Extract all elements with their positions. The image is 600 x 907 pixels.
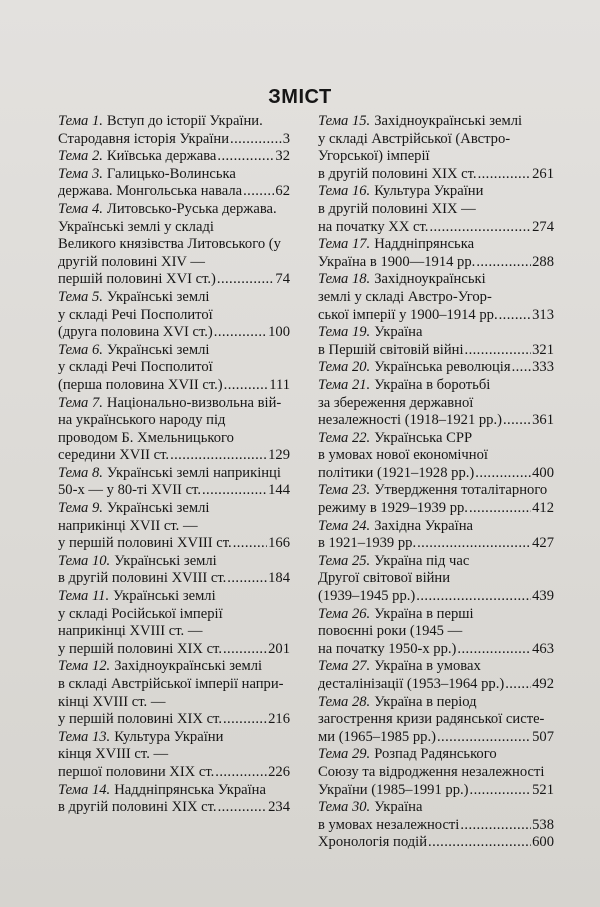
toc-entry-line <box>318 342 554 360</box>
dot-leader <box>475 465 531 483</box>
dot-leader <box>469 500 531 518</box>
toc-entry <box>318 518 554 553</box>
topic-title-text: кінця XVIII ст. — <box>58 746 169 763</box>
topic-title-text: у першій половині XIX ст. <box>58 640 222 657</box>
toc-entry-line <box>318 324 554 342</box>
page-number: 166 <box>268 535 290 552</box>
topic-title-text: Київська держава <box>106 148 217 165</box>
dot-leader <box>217 271 275 289</box>
toc-entry <box>58 553 290 588</box>
topic-title-text: Вступ до історії України. <box>106 113 263 129</box>
toc-entry-line <box>318 148 554 166</box>
toc-entry-line <box>58 570 290 588</box>
topic-title-text: Хронологія подій <box>318 834 428 851</box>
toc-entry-line <box>318 782 554 800</box>
page-number: 412 <box>532 500 554 517</box>
toc-entry-line <box>58 219 290 237</box>
topic-title-text: Україна під час <box>374 552 470 569</box>
toc-entry <box>318 377 554 430</box>
topic-label: Тема 6. <box>58 341 103 358</box>
dot-leader <box>224 377 269 395</box>
toc-entry <box>318 324 554 359</box>
dot-leader <box>503 412 531 430</box>
topic-title-text: першої половини XIX ст. <box>58 763 215 780</box>
toc-entry-line <box>58 606 290 624</box>
topic-title-text: у першій половині XVIII ст. <box>58 535 232 552</box>
page-number: 538 <box>532 816 554 833</box>
toc-entry <box>318 271 554 324</box>
page-number: 333 <box>532 359 554 376</box>
topic-title-text: Українські землі у складі <box>58 218 214 235</box>
topic-title-text: Україна <box>374 799 423 816</box>
page-number: 288 <box>532 253 554 270</box>
topic-label: Тема 25. <box>318 552 371 569</box>
topic-label: Тема 30. <box>318 799 371 816</box>
topic-label: Тема 20. <box>318 359 371 376</box>
topic-label: Тема 17. <box>318 236 371 253</box>
toc-entry-line <box>58 799 290 817</box>
topic-title-text: Західноукраїнські <box>374 271 486 288</box>
topic-title-text: України (1985–1991 рр.) <box>318 781 469 798</box>
topic-title-text: десталінізації (1953–1964 рр.) <box>318 676 505 692</box>
dot-leader <box>223 641 267 659</box>
dot-leader <box>230 131 282 149</box>
topic-title-text: в другій половині XIX ст. <box>318 165 477 182</box>
toc-entry-line <box>58 641 290 659</box>
toc-entry-line <box>318 359 554 377</box>
dot-leader <box>218 799 268 817</box>
topic-title-text: режиму в 1929–1939 рр. <box>318 500 468 517</box>
topic-title-text: політики (1921–1928 рр.) <box>318 464 475 481</box>
page-number: 439 <box>532 588 554 605</box>
toc-entry-line <box>318 254 554 272</box>
topic-title-text: землі у складі Австро-Угор- <box>318 288 492 305</box>
topic-title-text: в Першій світовій війні <box>318 341 464 358</box>
page-number: 3 <box>282 130 290 147</box>
page-number: 274 <box>532 218 554 235</box>
topic-title-text: в другій половині XVIII ст. <box>58 570 227 587</box>
toc-entry-line <box>318 834 554 852</box>
topic-title-text: ської імперії у 1900–1914 рр. <box>318 306 498 323</box>
dot-leader <box>465 342 532 360</box>
toc-entry-line <box>58 447 290 465</box>
toc-entry-line <box>58 465 290 483</box>
topic-title-text: Національно-визвольна вій- <box>106 394 282 411</box>
topic-label: Тема 27. <box>318 658 371 675</box>
toc-entry-line <box>58 113 290 131</box>
topic-title-text: Західноукраїнські землі <box>114 658 263 675</box>
topic-title-text: у складі Речі Посполитої <box>58 359 213 376</box>
toc-entry-line <box>58 254 290 272</box>
page-number: 521 <box>532 781 554 798</box>
toc-entry-line <box>58 236 290 254</box>
toc-right-column <box>318 113 554 852</box>
topic-title-text: проводом Б. Хмельницького <box>58 429 234 446</box>
dot-leader <box>470 782 532 800</box>
toc-entry <box>318 746 554 799</box>
toc-entry-line <box>318 658 554 676</box>
toc-left-column <box>58 113 290 817</box>
dot-leader <box>476 254 531 272</box>
dot-leader <box>457 641 531 659</box>
page-number: 321 <box>532 341 554 358</box>
toc-entry-line <box>318 641 554 659</box>
topic-title-text: (1939–1945 рр.) <box>318 588 416 605</box>
toc-entry-line <box>318 131 554 149</box>
toc-entry <box>58 289 290 342</box>
topic-title-text: Наддніпрянська Україна <box>114 781 266 798</box>
dot-leader <box>437 729 531 747</box>
toc-entry-line <box>318 711 554 729</box>
topic-label: Тема 13. <box>58 728 111 745</box>
topic-title-text: у першій половині XIX ст. <box>58 711 222 728</box>
toc-entry-line <box>58 623 290 641</box>
topic-title-text: у складі Австрійської (Австро- <box>318 130 511 147</box>
toc-entry-line <box>318 500 554 518</box>
toc-entry-line <box>318 764 554 782</box>
topic-title-text: на початку 1950-х рр.) <box>318 640 457 657</box>
topic-title-text: 50-х — у 80-ті XVII ст. <box>58 482 201 499</box>
page-number: 234 <box>268 799 290 816</box>
toc-entry <box>318 694 554 747</box>
toc-entry-line <box>318 113 554 131</box>
toc-entry <box>58 782 290 817</box>
dot-leader <box>170 447 267 465</box>
toc-entry <box>318 834 554 852</box>
topic-title-text: Українські землі <box>106 500 210 517</box>
dot-leader <box>243 183 274 201</box>
toc-entry-line <box>58 535 290 553</box>
topic-title-text: Розпад Радянського <box>374 746 497 763</box>
topic-label: Тема 14. <box>58 781 111 798</box>
toc-entry <box>58 166 290 201</box>
toc-entry-line <box>318 465 554 483</box>
dot-leader <box>202 482 267 500</box>
page-number: 111 <box>269 376 290 393</box>
topic-title-text: Українські землі <box>106 288 210 305</box>
topic-label: Тема 29. <box>318 746 371 763</box>
toc-entry <box>58 113 290 148</box>
page-number: 400 <box>532 464 554 481</box>
topic-label: Тема 10. <box>58 552 111 569</box>
topic-title-text: середини XVII ст. <box>58 447 170 464</box>
toc-entry <box>318 430 554 483</box>
topic-label: Тема 28. <box>318 693 371 710</box>
topic-title-text: Литовсько-Руська держава. <box>106 200 277 217</box>
page-number: 226 <box>268 763 290 780</box>
page-number: 427 <box>532 535 554 552</box>
toc-entry-line <box>58 307 290 325</box>
topic-title-text: в умовах нової економічної <box>318 447 488 464</box>
dot-leader <box>429 219 531 237</box>
topic-title-text: Українські землі <box>114 552 217 569</box>
toc-entry-line <box>58 430 290 448</box>
toc-entry <box>318 658 554 693</box>
topic-label: Тема 7. <box>58 394 103 411</box>
topic-title-text: Українські землі <box>113 588 216 605</box>
dot-leader <box>227 570 267 588</box>
toc-entry-line <box>58 482 290 500</box>
topic-title-text: в складі Австрійської імперії напри- <box>58 676 284 692</box>
page-number: 100 <box>268 324 290 341</box>
dot-leader <box>215 764 267 782</box>
topic-title-text: Угорської) імперії <box>318 148 430 165</box>
page-number: 74 <box>275 271 290 288</box>
page-number: 463 <box>532 640 554 657</box>
toc-entry-line <box>58 201 290 219</box>
topic-label: Тема 4. <box>58 200 103 217</box>
topic-title-text: Стародавня історія України <box>58 130 230 147</box>
toc-entry <box>318 236 554 271</box>
toc-entry-line <box>318 412 554 430</box>
dot-leader <box>223 711 267 729</box>
page-number: 184 <box>268 570 290 587</box>
topic-title-text: Культура України <box>374 183 484 200</box>
page-number: 361 <box>532 412 554 429</box>
toc-entry <box>318 553 554 606</box>
topic-title-text: Утвердження тоталітарного <box>374 482 548 499</box>
topic-title-text: Україна в умовах <box>374 658 481 675</box>
dot-leader <box>428 834 531 852</box>
toc-entry-line <box>58 588 290 606</box>
toc-entry-line <box>318 676 554 694</box>
toc-entry-line <box>58 658 290 676</box>
toc-entry-line <box>318 236 554 254</box>
toc-entry <box>58 658 290 728</box>
toc-entry-line <box>58 676 290 694</box>
toc-entry-line <box>58 711 290 729</box>
dot-leader <box>214 324 267 342</box>
toc-entry-line <box>318 570 554 588</box>
toc-entry <box>58 588 290 658</box>
toc-entry <box>318 606 554 659</box>
topic-title-text: Галицько-Волинська <box>106 165 236 182</box>
toc-entry-line <box>318 694 554 712</box>
toc-entry-line <box>58 782 290 800</box>
topic-title-text: повоєнні роки (1945 — <box>318 623 463 640</box>
topic-label: Тема 18. <box>318 271 371 288</box>
toc-entry <box>318 359 554 377</box>
topic-title-text: Великого князівства Литовського (у <box>58 236 281 253</box>
toc-entry <box>318 183 554 236</box>
topic-label: Тема 23. <box>318 482 371 499</box>
topic-title-text: Наддніпрянська <box>374 236 475 253</box>
topic-label: Тема 12. <box>58 658 111 675</box>
toc-entry-line <box>318 518 554 536</box>
dot-leader <box>499 307 531 325</box>
toc-entry-line <box>58 148 290 166</box>
topic-title-text: кінці XVIII ст. — <box>58 693 166 710</box>
topic-title-text: Україна в період <box>374 693 477 710</box>
toc-entry-line <box>58 694 290 712</box>
topic-title-text: другій половині XIV — <box>58 253 205 270</box>
toc-entry-line <box>58 166 290 184</box>
toc-entry-line <box>58 746 290 764</box>
page-number: 62 <box>275 183 290 200</box>
toc-entry-line <box>318 307 554 325</box>
toc-entry-line <box>58 395 290 413</box>
toc-entry-line <box>318 183 554 201</box>
dot-leader <box>478 166 532 184</box>
dot-leader <box>460 817 531 835</box>
toc-entry-line <box>58 518 290 536</box>
toc-entry-line <box>318 377 554 395</box>
topic-label: Тема 16. <box>318 183 371 200</box>
toc-entry <box>318 113 554 183</box>
topic-label: Тема 9. <box>58 500 103 517</box>
page-number: 216 <box>268 711 290 728</box>
toc-entry-line <box>318 395 554 413</box>
topic-title-text: у складі Російської імперії <box>58 605 223 622</box>
topic-label: Тема 15. <box>318 113 371 129</box>
page-number: 507 <box>532 728 554 745</box>
toc-entry-line <box>318 606 554 624</box>
toc-entry <box>58 395 290 465</box>
toc-entry-line <box>318 430 554 448</box>
toc-entry-line <box>318 289 554 307</box>
toc-entry-line <box>58 377 290 395</box>
topic-title-text: Другої світової війни <box>318 570 451 587</box>
toc-entry <box>318 482 554 517</box>
toc-entry-line <box>58 289 290 307</box>
toc-entry-line <box>318 271 554 289</box>
topic-title-text: (перша половина XVII ст.) <box>58 376 223 393</box>
page-number: 600 <box>532 834 554 851</box>
dot-leader <box>217 148 274 166</box>
topic-title-text: на початку XX ст. <box>318 218 429 235</box>
topic-title-text: в умовах незалежності <box>318 816 460 833</box>
toc-entry-line <box>318 817 554 835</box>
toc-entry-line <box>318 447 554 465</box>
toc-entry-line <box>58 271 290 289</box>
toc-entry-line <box>318 201 554 219</box>
topic-label: Тема 22. <box>318 429 371 446</box>
toc-entry-line <box>58 342 290 360</box>
topic-title-text: першій половині XVI ст.) <box>58 271 216 288</box>
page-number: 261 <box>532 165 554 182</box>
topic-title-text: Україна в боротьбі <box>374 376 491 393</box>
topic-title-text: Союзу та відродження незалежності <box>318 763 545 780</box>
toc-entry-line <box>58 729 290 747</box>
toc-entry-line <box>58 500 290 518</box>
topic-label: Тема 11. <box>58 588 110 605</box>
page-title: ЗМІСТ <box>268 86 332 108</box>
page-number: 201 <box>268 640 290 657</box>
topic-title-text: в другій половині XIX — <box>318 200 476 217</box>
toc-entry-line <box>318 535 554 553</box>
dot-leader <box>417 535 531 553</box>
toc-entry-line <box>58 324 290 342</box>
topic-title-text: держава. Монгольська навала <box>58 183 243 200</box>
toc-entry-line <box>318 166 554 184</box>
page-number: 144 <box>268 482 290 499</box>
topic-title-text: у складі Речі Посполитої <box>58 306 213 323</box>
toc-entry-line <box>58 553 290 571</box>
page-number: 313 <box>532 306 554 323</box>
page-number: 32 <box>275 148 290 165</box>
toc-entry <box>58 342 290 395</box>
dot-leader <box>512 359 532 377</box>
toc-entry-line <box>58 183 290 201</box>
topic-title-text: Україна в перші <box>374 605 474 622</box>
dot-leader <box>416 588 531 606</box>
toc-entry-line <box>58 412 290 430</box>
toc-entry-line <box>58 131 290 149</box>
toc-entry-line <box>58 764 290 782</box>
toc-entry-line <box>318 482 554 500</box>
toc-entry <box>318 799 554 834</box>
toc-entry-line <box>318 588 554 606</box>
toc-entry-line <box>318 219 554 237</box>
topic-title-text: незалежності (1918–1921 рр.) <box>318 412 502 429</box>
topic-title-text: ми (1965–1985 рр.) <box>318 728 436 745</box>
topic-title-text: наприкінці XVIII ст. — <box>58 623 203 640</box>
topic-title-text: Українські землі наприкінці <box>106 464 281 481</box>
dot-leader <box>233 535 267 553</box>
topic-label: Тема 24. <box>318 517 371 534</box>
toc-entry <box>58 148 290 166</box>
topic-label: Тема 2. <box>58 148 103 165</box>
topic-title-text: Українські землі <box>106 341 210 358</box>
page-number: 492 <box>532 676 554 692</box>
toc-entry <box>58 500 290 553</box>
topic-title-text: Західна Україна <box>374 517 473 534</box>
topic-title-text: загострення кризи радянської систе- <box>318 711 545 728</box>
topic-label: Тема 8. <box>58 464 103 481</box>
toc-entry <box>58 201 290 289</box>
topic-title-text: Українська СРР <box>374 429 473 446</box>
toc-entry-line <box>318 623 554 641</box>
topic-label: Тема 21. <box>318 376 371 393</box>
dot-leader <box>505 676 531 694</box>
topic-title-text: Україна <box>374 324 423 341</box>
toc-entry-line <box>318 746 554 764</box>
topic-label: Тема 3. <box>58 165 103 182</box>
toc-entry-line <box>318 553 554 571</box>
topic-title-text: в другій половині XIX ст. <box>58 799 217 816</box>
topic-title-text: (друга половина XVI ст.) <box>58 324 213 341</box>
topic-title-text: Українська революція <box>374 359 511 376</box>
topic-title-text: на українського народу під <box>58 412 226 429</box>
topic-title-text: за збереження державної <box>318 394 474 411</box>
toc-entry <box>58 465 290 500</box>
topic-title-text: наприкінці XVII ст. — <box>58 517 198 534</box>
page-number: 129 <box>268 447 290 464</box>
topic-title-text: Культура України <box>114 728 224 745</box>
topic-title-text: Україна в 1900—1914 рр. <box>318 253 476 270</box>
topic-label: Тема 1. <box>58 113 103 129</box>
topic-label: Тема 19. <box>318 324 371 341</box>
toc-entry-line <box>58 359 290 377</box>
topic-label: Тема 26. <box>318 605 371 622</box>
topic-title-text: Західноукраїнські землі <box>374 113 523 129</box>
topic-label: Тема 5. <box>58 288 103 305</box>
topic-title-text: в 1921–1939 рр. <box>318 535 417 552</box>
toc-entry-line <box>318 799 554 817</box>
toc-entry-line <box>318 729 554 747</box>
toc-entry <box>58 729 290 782</box>
